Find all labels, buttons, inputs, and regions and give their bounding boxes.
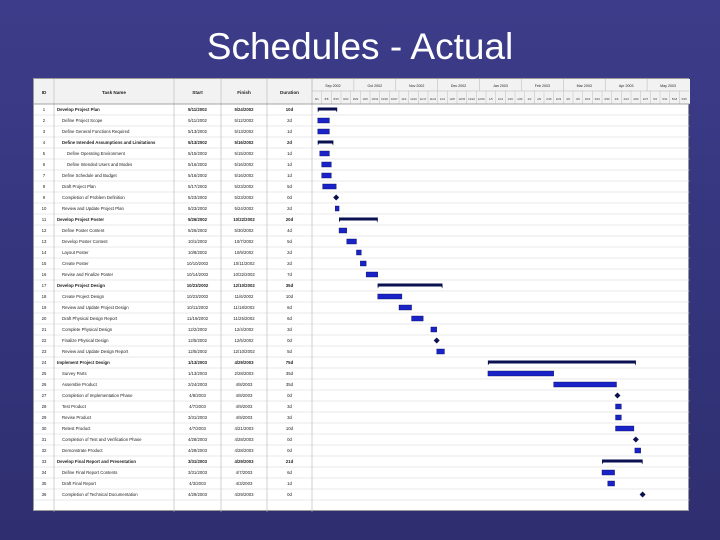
- task-name: Complete Physical Design: [62, 327, 113, 332]
- task-name: Assemble Product: [62, 382, 97, 387]
- task-start: 10/14/2002: [186, 272, 209, 277]
- task-finish: 12/10/2002: [233, 349, 255, 354]
- task-duration: 3d: [287, 327, 292, 332]
- task-duration: 35d: [285, 382, 294, 387]
- task-start: 1/13/2003: [187, 360, 208, 365]
- week-label: 12/15: [458, 98, 466, 101]
- task-finish: 5/12/2002: [234, 118, 254, 123]
- task-id: 5: [42, 151, 46, 156]
- task-finish: 4/3/2003: [235, 481, 253, 486]
- task-bar: [488, 371, 554, 376]
- task-duration: 35d: [285, 283, 294, 288]
- task-start: 10/23/2002: [186, 294, 209, 299]
- task-name: Completion of Problem Definition: [62, 195, 125, 200]
- task-bar: [635, 448, 641, 453]
- task-start: 10/11/2002: [186, 305, 209, 310]
- task-start: 5/15/2002: [187, 151, 208, 156]
- task-finish: 5/16/2002: [234, 140, 254, 145]
- task-finish: 4/9/2003: [235, 415, 253, 420]
- task-bar: [616, 415, 622, 420]
- task-start: 5/26/2002: [187, 217, 208, 222]
- task-bar: [602, 470, 615, 475]
- task-id: 28: [41, 404, 47, 409]
- month-label: May 2003: [660, 84, 676, 88]
- task-id: 12: [41, 228, 47, 233]
- task-name: Completion of Technical Documentation: [62, 492, 138, 497]
- task-finish: 4/29/2003: [234, 459, 254, 464]
- task-id: 20: [41, 316, 47, 321]
- week-label: 11/3: [401, 98, 407, 101]
- task-id: 18: [41, 294, 47, 299]
- summary-bar: [602, 460, 643, 463]
- task-duration: 2d: [287, 206, 292, 211]
- task-finish: 4/29/2003: [234, 360, 254, 365]
- month-label: Jan 2003: [493, 84, 508, 88]
- task-bar: [347, 239, 357, 244]
- task-bar: [335, 206, 339, 211]
- task-bar: [322, 162, 332, 167]
- week-label: 9/29: [352, 98, 359, 101]
- task-id: 25: [41, 371, 47, 376]
- task-start: 4/7/2003: [189, 404, 206, 409]
- task-duration: 6d: [287, 316, 292, 321]
- task-bar: [356, 250, 361, 255]
- task-finish: 4/21/2003: [234, 426, 254, 431]
- week-label: 1/19: [507, 98, 513, 101]
- week-label: 12/29: [477, 98, 485, 101]
- task-start: 2/24/2003: [187, 382, 208, 387]
- task-duration: 5d: [287, 184, 292, 189]
- task-start: 5/11/2002: [188, 107, 207, 112]
- task-id: 23: [41, 349, 47, 354]
- task-duration: 20d: [285, 217, 294, 222]
- column-header-start: Start: [192, 90, 203, 95]
- week-label: 1/26: [517, 98, 523, 101]
- task-duration: 4d: [287, 228, 292, 233]
- month-label: Sep 2002: [325, 84, 341, 88]
- task-duration: 10d: [285, 426, 294, 431]
- task-start: 5/13/2002: [187, 129, 208, 134]
- task-id: 34: [41, 470, 47, 475]
- task-bar: [554, 382, 617, 387]
- task-id: 21: [41, 327, 47, 332]
- task-id: 14: [41, 250, 47, 255]
- task-id: 4: [42, 140, 46, 145]
- task-finish: 10/11/2002: [233, 261, 255, 266]
- task-name: Review and Update Project Plan: [62, 206, 124, 211]
- summary-bar: [339, 218, 378, 221]
- month-label: Dec 2002: [450, 84, 467, 88]
- week-label: 5/25: [681, 98, 687, 101]
- task-name: Revise and Finalize Poster: [62, 272, 114, 277]
- week-label: 3/2: [566, 98, 571, 101]
- task-name: Review and Update Design Report: [62, 349, 129, 354]
- month-label: Oct 2002: [367, 84, 383, 88]
- week-label: 1/5: [488, 98, 493, 101]
- summary-bar: [318, 108, 337, 111]
- task-finish: 4/29/2003: [234, 492, 254, 497]
- task-id: 36: [41, 492, 47, 497]
- task-start: 12/2/2002: [187, 327, 208, 332]
- column-header-duration: Duration: [280, 90, 299, 95]
- task-bar: [323, 184, 337, 189]
- task-duration: 2d: [286, 140, 293, 145]
- task-finish: 10/7/2002: [234, 239, 254, 244]
- task-name: Test Product: [62, 404, 86, 409]
- task-start: 3/31/2003: [187, 470, 208, 475]
- task-start: 5/11/2002: [188, 118, 207, 123]
- task-duration: 7d: [287, 272, 292, 277]
- task-id: 22: [41, 338, 47, 343]
- task-duration: 0d: [287, 437, 292, 442]
- task-start: 4/28/2003: [187, 448, 208, 453]
- task-finish: 4/9/2003: [235, 404, 253, 409]
- task-finish: 4/8/2003: [235, 382, 253, 387]
- task-start: 1/13/2003: [187, 371, 208, 376]
- task-finish: 10/22/2002: [233, 217, 255, 222]
- task-id: 2: [42, 118, 46, 123]
- task-duration: 21d: [285, 459, 294, 464]
- task-name: Define Operating Environment: [67, 151, 125, 156]
- task-duration: 1d: [287, 481, 292, 486]
- week-label: 10/20: [381, 98, 388, 101]
- week-label: 10/6: [362, 98, 368, 101]
- task-bar: [378, 294, 402, 299]
- task-duration: 5d: [287, 349, 292, 354]
- task-bar: [366, 272, 378, 277]
- task-duration: 10d: [285, 107, 294, 112]
- task-bar: [339, 228, 347, 233]
- task-duration: 75d: [285, 360, 294, 365]
- task-start: 10/10/2002: [186, 261, 209, 266]
- task-finish: 4/28/2003: [234, 448, 254, 453]
- milestone-diamond: [614, 393, 620, 399]
- week-label: 12/22: [468, 98, 475, 101]
- week-label: 4/13: [623, 98, 629, 101]
- task-bar: [431, 327, 437, 332]
- task-duration: 0d: [287, 492, 292, 497]
- task-id: 26: [41, 382, 47, 387]
- task-id: 27: [41, 393, 47, 398]
- week-label: 11/17: [419, 98, 427, 101]
- task-start: 5/23/2002: [187, 206, 208, 211]
- task-bar: [360, 261, 366, 266]
- week-label: 11/24: [429, 98, 437, 101]
- milestone-diamond: [434, 338, 440, 344]
- task-name: Layout Poster: [62, 250, 89, 255]
- task-bar: [437, 349, 445, 354]
- week-label: 3/9: [575, 98, 580, 101]
- task-duration: 3d: [287, 404, 292, 409]
- week-label: 4/27: [642, 98, 649, 101]
- task-finish: 11/25/2002: [233, 316, 255, 321]
- task-finish: 4/28/2003: [234, 437, 254, 442]
- summary-bar: [488, 361, 636, 364]
- week-label: 12/8: [449, 98, 455, 101]
- task-finish: 5/23/2002: [234, 195, 254, 200]
- task-duration: 2d: [287, 261, 292, 266]
- task-id: 6: [42, 162, 46, 167]
- task-finish: 5/24/2002: [234, 107, 254, 112]
- week-label: 12/1: [439, 98, 446, 101]
- month-label: Nov 2002: [409, 84, 425, 88]
- task-name: Survey Parts: [62, 371, 87, 376]
- task-start: 5/16/2002: [187, 173, 208, 178]
- task-finish: 10/9/2002: [234, 250, 254, 255]
- week-label: 2/23: [555, 98, 562, 101]
- task-finish: 5/15/2002: [234, 151, 254, 156]
- week-label: 8/22: [343, 98, 349, 101]
- task-duration: 2d: [287, 118, 292, 123]
- summary-bar: [378, 284, 443, 287]
- task-start: 4/3/2003: [189, 481, 206, 486]
- week-label: 2/16: [546, 98, 552, 101]
- task-finish: 5/13/2002: [234, 129, 254, 134]
- task-bar: [608, 481, 615, 486]
- week-label: 2/2: [527, 98, 532, 101]
- task-start: 5/16/2002: [187, 162, 208, 167]
- task-name: Develop Final Report and Presentation: [57, 459, 137, 464]
- task-name: Define Intended Users and Modes: [67, 162, 133, 167]
- week-label: 5/11: [662, 98, 668, 101]
- task-start: 11/19/2002: [186, 316, 209, 321]
- task-start: 3/31/2003: [187, 459, 208, 464]
- task-bar: [318, 129, 330, 134]
- task-start: 10/1/2002: [187, 239, 208, 244]
- week-label: 3/16: [584, 98, 591, 101]
- task-finish: 11/18/2002: [233, 305, 255, 310]
- column-header-id: ID: [41, 90, 47, 95]
- week-label: 10/27: [390, 98, 398, 101]
- month-label: Apr 2003: [618, 84, 634, 88]
- task-name: Draft Project Plan: [62, 184, 96, 189]
- week-label: 8/15: [333, 98, 339, 101]
- task-name: Define General Functions Required: [62, 129, 130, 134]
- task-id: 30: [41, 426, 47, 431]
- task-id: 11: [41, 217, 47, 222]
- task-name: Create Project Design: [62, 294, 105, 299]
- task-bar: [412, 316, 424, 321]
- task-finish: 5/23/2002: [234, 184, 254, 189]
- task-id: 3: [42, 129, 46, 134]
- task-finish: 12/5/2002: [234, 338, 254, 343]
- task-name: Finalize Physical Design: [62, 338, 109, 343]
- task-start: 4/7/2003: [189, 426, 206, 431]
- task-duration: 0d: [287, 338, 292, 343]
- task-duration: 1d: [287, 151, 292, 156]
- task-id: 32: [41, 448, 47, 453]
- task-id: 15: [41, 261, 47, 266]
- task-finish: 5/16/2002: [234, 162, 254, 167]
- week-label: 3/30: [604, 98, 610, 101]
- task-name: Develop Project Plan: [57, 107, 100, 112]
- task-id: 9: [42, 195, 46, 200]
- task-bar: [318, 118, 330, 123]
- task-duration: 35d: [285, 371, 294, 376]
- task-name: Revise Product: [62, 415, 92, 420]
- task-start: 5/23/2002: [187, 195, 208, 200]
- task-name: Define Intended Assumptions and Limitations: [62, 140, 156, 145]
- task-start: 5/17/2002: [187, 184, 208, 189]
- task-finish: 11/6/2002: [234, 294, 254, 299]
- week-label: 8/8: [324, 98, 329, 101]
- task-id: 1: [42, 107, 46, 112]
- gantt-chart: [34, 79, 690, 512]
- task-start: 12/5/2002: [187, 349, 208, 354]
- task-start: 12/5/2002: [187, 338, 208, 343]
- task-bar: [399, 305, 412, 310]
- week-label: 4/6: [614, 98, 619, 101]
- task-bar: [320, 151, 330, 156]
- task-duration: 3d: [287, 415, 292, 420]
- task-duration: 0d: [287, 393, 292, 398]
- month-label: Mar 2003: [576, 84, 592, 88]
- week-label: 11/10: [410, 98, 417, 101]
- task-duration: 0d: [287, 195, 292, 200]
- task-duration: 5d: [287, 239, 292, 244]
- task-start: 4/8/2003: [189, 393, 206, 398]
- task-name: Develop Project Poster: [57, 217, 105, 222]
- task-name: Completion of Test and Verification Phase: [62, 437, 142, 442]
- week-label: 3/23: [594, 98, 600, 101]
- task-name: Review and Update Project Design: [62, 305, 129, 310]
- milestone-diamond: [333, 195, 339, 201]
- task-duration: 10d: [285, 294, 294, 299]
- week-label: 2/9: [537, 98, 542, 101]
- task-finish: 2/28/2003: [234, 371, 254, 376]
- task-name: Draft Final Report: [62, 481, 96, 486]
- task-duration: 2d: [287, 250, 292, 255]
- task-id: 8: [42, 184, 46, 189]
- slide-title: Schedules - Actual: [206, 26, 514, 67]
- gantt-chart-frame: [33, 78, 689, 511]
- task-finish: 4/7/2003: [235, 470, 253, 475]
- task-start: 4/28/2003: [187, 437, 208, 442]
- task-name: Define Schedule and Budget: [62, 173, 117, 178]
- task-id: 35: [41, 481, 47, 486]
- task-finish: 12/4/2002: [234, 327, 254, 332]
- task-id: 31: [41, 437, 47, 442]
- task-name: Develop Project Design: [57, 283, 105, 288]
- task-duration: 1d: [287, 162, 292, 167]
- task-id: 33: [41, 459, 47, 464]
- week-label: 10/13: [371, 98, 379, 101]
- task-name: Demonstrate Product: [62, 448, 103, 453]
- task-id: 24: [41, 360, 47, 365]
- task-name: Retest Product: [62, 426, 91, 431]
- task-finish: 12/10/2002: [233, 283, 255, 288]
- task-name: Completion of Implementation Phase: [62, 393, 133, 398]
- milestone-diamond: [640, 492, 646, 498]
- task-name: Define Final Report Contents: [62, 470, 118, 475]
- task-finish: 5/24/2002: [234, 206, 254, 211]
- task-duration: 1d: [287, 173, 292, 178]
- week-label: 4/20: [633, 98, 639, 101]
- task-name: Define Project Scope: [62, 118, 103, 123]
- month-label: Feb 2003: [534, 84, 550, 88]
- week-label: 5/4: [653, 98, 658, 101]
- task-bar: [322, 173, 332, 178]
- task-name: Create Poster: [62, 261, 89, 266]
- task-name: Implement Project Design: [57, 360, 110, 365]
- task-duration: 0d: [287, 448, 292, 453]
- task-bar: [616, 426, 634, 431]
- task-finish: 5/16/2002: [234, 173, 254, 178]
- task-start: 5/26/2002: [187, 228, 208, 233]
- task-id: 16: [41, 272, 47, 277]
- task-id: 19: [41, 305, 47, 310]
- task-finish: 4/8/2003: [235, 393, 253, 398]
- task-name: Define Poster Content: [62, 228, 105, 233]
- task-start: 4/29/2003: [187, 492, 208, 497]
- task-start: 10/23/2002: [186, 283, 209, 288]
- week-label: 8/1: [314, 98, 319, 101]
- milestone-diamond: [633, 437, 639, 443]
- task-duration: 6d: [287, 305, 292, 310]
- task-start: 3/31/2003: [187, 415, 208, 420]
- week-label: 1/12: [497, 98, 504, 101]
- task-duration: 1d: [287, 129, 292, 134]
- task-start: 10/8/2002: [187, 250, 208, 255]
- task-start: 5/13/2002: [187, 140, 208, 145]
- column-header-finish: Finish: [237, 90, 251, 95]
- task-id: 29: [41, 415, 47, 420]
- task-id: 13: [41, 239, 47, 244]
- task-bar: [616, 404, 622, 409]
- week-label: 5/18: [671, 98, 678, 101]
- task-finish: 10/22/2002: [233, 272, 255, 277]
- task-id: 7: [42, 173, 46, 178]
- task-finish: 5/30/2002: [234, 228, 254, 233]
- column-header-name: Task Name: [102, 90, 126, 95]
- task-id: 10: [41, 206, 47, 211]
- task-id: 17: [41, 283, 47, 288]
- task-name: Draft Physical Design Report: [62, 316, 118, 321]
- task-name: Develop Poster Content: [62, 239, 108, 244]
- task-duration: 6d: [287, 470, 292, 475]
